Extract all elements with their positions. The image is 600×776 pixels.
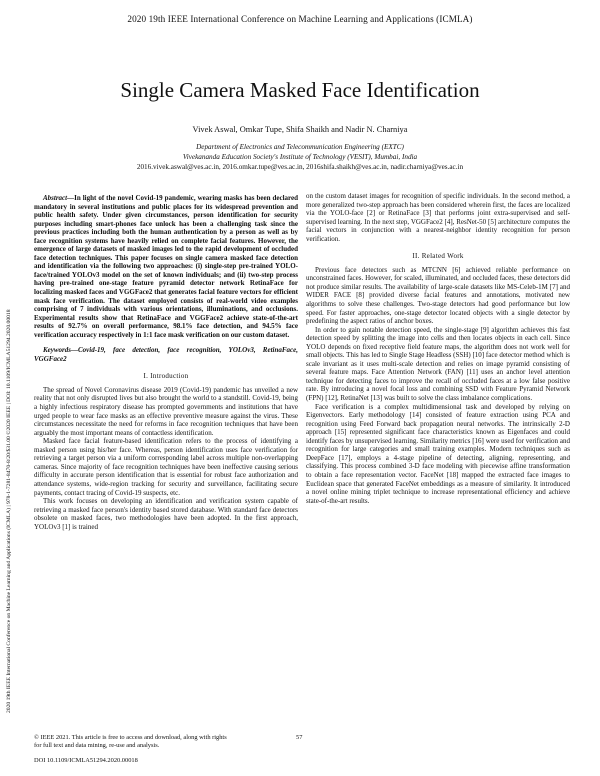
copyright-notice bbox=[34, 734, 334, 750]
abstract bbox=[34, 194, 298, 339]
related-work-paragraph-1: Previous face detectors such as MTCNN [6] achieved reliable performance on unconstrained faces. However, for scaled, illuminated, and occluded faces, these detectors did not produce similar results. The availability of large-scale datasets like MS-Celeb-1M [7] and WIDER FACE [8] provided diverse facial features and annotations, motivated new algorithms to solve these challenges. Two-stage detectors had good performance but low speed. For faster approaches, one-stage detector located objects with a single detector by predefining the aspect ratios of anchor boxes. bbox=[306, 265, 570, 326]
side-identifier-strip bbox=[6, 100, 20, 720]
keywords bbox=[34, 346, 298, 363]
conference-header: 2020 19th IEEE International Conference on Machine Learning and Applications (ICMLA) bbox=[127, 14, 473, 24]
section-heading-introduction: I. Introduction bbox=[143, 372, 189, 381]
copyright-line-2: for full text and data mining, re-use and analysis. bbox=[34, 742, 160, 749]
abstract-text: In light of the novel Covid-19 pandemic, wearing masks has been declared mandatory in several institutions and public places for its widespread prevention and public health safety. Under given circumstances, person identification for security purposes including smart-phones face unlock has been a challenging task since the previous practices including both the human authentication by a person as well as by face recognition systems have heavily relied on complete facial features. However, the emergence of large datasets of masked images led to the rapid development of occluded face detection techniques. This paper focuses on single camera masked face detection and identification via the following two approaches: (i) single-step pre-trained YOLO-face/trained YOLOv3 model on the set of known individuals; and (ii) two-step process having pre-trained one-stage feature pyramid detector network RetinaFace for localizing masked faces and VGGFace2 that generates facial feature vectors for efficient mask face verification. The dataset employed consists of real-world video examples comprising of 7 individuals with various orientations, illuminations, and occlusions. Experimental results show that RetinaFace and VGGFace2 achieve state-of-the-art results of 92.7% on overall performance, 98.1% face detection, and 94.5% face verification accuracy respectively in 1:1 face mask verification on our custom dataset. bbox=[34, 194, 298, 339]
copyright-line-1: © IEEE 2021. This article is free to access and download, along with rights bbox=[34, 734, 227, 741]
related-work-paragraph-2: In order to gain notable detection speed, the single-stage [9] algorithm achieves this fast detection speed by splitting the image into cells and then locates objects in each cell. Since YOLO depends on fixed receptive field feature maps, the algorithm does not work well for small objects. This has led to Single Stage Headless (SSH) [10] face detector method which is scale invariant as it uses multi-scale detection and relies on image pyramid consisting of several feature maps. Face Attention Network (FAN) [11] uses an anchor level attention technique for detecting faces to improve the recall of occluded faces at a low false positive rate. By introducing a novel focal loss and combining SSD with Feature Pyramid Network (FPN) [12], RetinaNet [13] was built to solve the class imbalance complications. bbox=[306, 325, 570, 403]
section-heading-related-work: II. Related Work bbox=[412, 252, 464, 261]
abstract-label: Abstract— bbox=[43, 194, 75, 202]
author-list: Vivek Aswal, Omkar Tupe, Shifa Shaikh and Nadir N. Charniya bbox=[192, 125, 408, 134]
right-column bbox=[306, 192, 570, 505]
affiliation-institute: Vivekananda Education Society's Institute of Technology (VESIT), Mumbai, India bbox=[182, 153, 418, 161]
intro-paragraph-1: The spread of Novel Coronavirus disease 2019 (Covid-19) pandemic has unveiled a new reality that not only disrupted lives but also brought the world to a standstill. Covid-19, being a highly infectious respiratory disease has prompted governments and institutions that have urged people to wear face masks as an effective preventive measure against the virus. These circumstances necessitate the need for reforms in face recognition techniques that have been arguably the most important means of contactless identification. bbox=[34, 385, 298, 437]
author-emails: 2016.vivek.aswal@ves.ac.in, 2016.omkar.tupe@ves.ac.in, 2016shifa.shaikh@ves.ac.in, nadir.charniya@ves.ac.in bbox=[136, 163, 464, 171]
left-column bbox=[34, 194, 298, 531]
related-work-paragraph-3: Face verification is a complex multidimensional task and developed by relying on Eigenvectors. Early methodology [14] consisted of feature extraction using PCA and recognition using Feed Forward back propagation neural networks. The intrinsically 2-D approach [15] represented significant face characteristics known as Eigenfaces and could identify faces by unsupervised learning. Similarity metrics [16] were used for verification and recognition for large categories and small training examples. Modern techniques such as DeepFace [17], employs a 4-stage pipeline of detecting, aligning, representing, and classifying. This process combined 3-D face modeling with piecewise affine transformation to obtain a face representation vector. FaceNet [18] mapped the extracted face images to Euclidean space that generated FaceNet embeddings as a measure of similarity. It introduced a novel online mining triplet technique to increase representational efficiency and achieve state-of-the-art results. bbox=[306, 402, 570, 505]
intro-paragraph-3: This work focuses on developing an identification and verification system capable of retrieving a masked face person's identity based stored database. With standard face detectors obsolete on masked faces, two methodologies have been adopted. In the first approach, YOLOv3 [1] is trained bbox=[34, 497, 298, 531]
page-number: 57 bbox=[296, 734, 303, 741]
intro-paragraph-2: Masked face facial feature-based identification refers to the process of identifying a masked person using his/her face. Whereas, person identification uses face verification for retrieving a target person via a uniform corresponding label across multiple non-overlapping cameras. Since majority of face recognition techniques have been ineffective causing serious difficulty in accurate person identification that is essential for robust face authorization and attendance systems, wide-region tracking for security and surveillance, facilitating secure payments, contact tracing of Covid-19 suspects, etc. bbox=[34, 437, 298, 497]
keywords-label: Keywords— bbox=[43, 346, 78, 355]
paper-title: Single Camera Masked Face Identification bbox=[120, 78, 480, 102]
side-identifier-text: 2020 19th IEEE International Conference on Machine Learning and Applications (ICMLA) | 978-1-7281-8470-8/20/$31.00 ©2020 IEEE | DOI: 10.1109/ICMLA51294.2020.00018 bbox=[6, 309, 12, 713]
intro-continuation-paragraph: on the custom dataset images for recognition of specific individuals. In the second method, a more generalized two-step approach has been considered wherein first, the faces are localized via the YOLO-face [2] or RetinaFace [3] that performs joint extra-supervised and self-supervised learning. In the next step, VGGFace2 [4], ResNet-50 [5] architecture computes the facial vectors in conjunction with a nearest-neighbor identity recognition for person verification. bbox=[306, 192, 570, 243]
affiliation-department: Department of Electronics and Telecommunication Engineering (EXTC) bbox=[196, 143, 404, 151]
keywords-text: Covid-19, face detection, face recognition, YOLOv3, RetinaFace, VGGFace2 bbox=[34, 346, 298, 363]
doi-line: DOI 10.1109/ICMLA51294.2020.00018 bbox=[34, 757, 138, 764]
